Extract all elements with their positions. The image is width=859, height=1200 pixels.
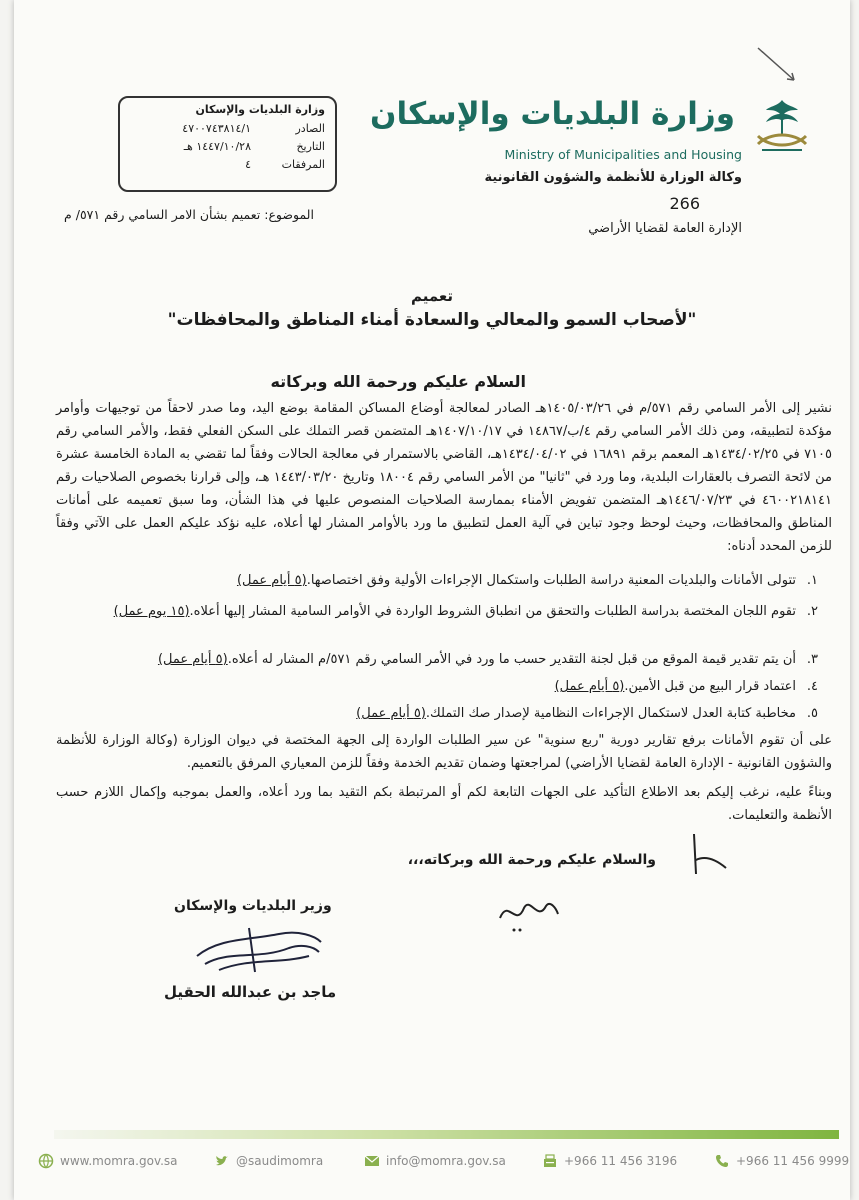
footer-fax-text: +966 11 456 3196 (564, 1154, 678, 1168)
footer-twitter[interactable] (214, 1153, 323, 1169)
circular-title: تعميم (410, 287, 454, 305)
ministry-logo-icon (748, 92, 816, 160)
ministry-name-en: Ministry of Municipalities and Housing (504, 147, 742, 162)
ministry-name-ar: وزارة البلديات والإسكان (370, 96, 735, 132)
list-item-text: أن يتم تقدير قيمة الموقع من قبل لجنة التقدير حسب ما ورد في الأمر السامي رقم ٥٧١/م المشار له أعلاه.(٥ أيام عمل) (157, 652, 796, 667)
list-item-text: اعتماد قرار البيع من قبل الأمين.(٥ أيام عمل) (554, 679, 796, 694)
list-item-number: ٤. (806, 679, 818, 694)
list-item-duration: (٥ أيام عمل) (236, 573, 307, 588)
list-item-number: ٢. (806, 604, 818, 619)
twitter-icon (214, 1153, 230, 1169)
list-item-duration: (٥ أيام عمل) (356, 706, 426, 721)
list-item (158, 652, 818, 667)
issued-value: ٤٧٠٠٧٤٣٨١٤/١ (182, 122, 251, 135)
subject-line: الموضوع: تعميم بشأن الامر السامي رقم ٥٧١/ م (64, 207, 314, 222)
list-item (555, 679, 818, 694)
attachments-label: المرفقات (281, 158, 325, 171)
list-item-number: ١. (806, 573, 818, 588)
phone-icon (714, 1153, 730, 1169)
fax-icon (542, 1153, 558, 1169)
handwritten-number: 266 (669, 194, 700, 213)
handwritten-initials (494, 888, 564, 936)
minister-signature (189, 920, 329, 980)
body-paragraph-2: على أن تقوم الأمانات برفع تقارير دورية "ربع سنوية" عن سير الطلبات الواردة إلى الجهة المختصة في ديوان الوزارة (وكالة الوزارة للأنظمة والشؤون القانونية - الإدارة العامة لقضايا الأراضي) لمراجعتها وضمان تقديم الخدمة وفقاً للزمن المعياري المرفق بالتعميم. (56, 733, 832, 771)
list-item-number: ٣. (806, 652, 818, 667)
footer-website-text: www.momra.gov.sa (60, 1154, 178, 1168)
list-item-number: ٥. (806, 706, 818, 721)
list-item-duration: (٥ أيام عمل) (157, 652, 228, 667)
mail-icon (364, 1153, 380, 1169)
date-label: التاريخ (296, 140, 325, 153)
signatory-name: ماجد بن عبدالله الحقيل (164, 983, 337, 1001)
footer-phone (714, 1153, 849, 1169)
issued-label: الصادر (295, 122, 325, 135)
footer-divider (54, 1130, 839, 1139)
issued-row (135, 122, 325, 135)
closing-greeting: والسلام عليكم ورحمة الله وبركاته،،، (407, 852, 656, 868)
list-item-text: تقوم اللجان المختصة بدراسة الطلبات والتحقق من انطباق الشروط الواردة في الأوامر السامية المشار إليها أعلاه.(١٥ يوم عمل) (113, 604, 796, 619)
body-paragraph-3: وبناءً عليه، نرغب إليكم بعد الاطلاع التأكيد على الجهات التابعة لكم أو المرتبطة بكم التقيد بما ورد أعلاه، والعمل بموجبه وإكمال اللازم حسب الأنظمة والتعليمات. (56, 785, 832, 823)
list-item (237, 573, 818, 588)
list-item-text: تتولى الأمانات والبلديات المعنية دراسة الطلبات واستكمال الإجراءات الأولية وفق اختصاصها.(٥ أيام عمل) (236, 573, 796, 588)
attachments-value: ٤ (245, 158, 251, 171)
circular-addressees: "لأصحاب السمو والمعالي والسعادة أمناء المناطق والمحافظات" (167, 310, 697, 330)
agency-name: وكالة الوزارة للأنظمة والشؤون القانونية (484, 170, 742, 185)
department-name: الإدارة العامة لقضايا الأراضي (588, 221, 742, 236)
reference-box (118, 96, 337, 192)
list-item-duration: (٥ أيام عمل) (554, 679, 625, 694)
greeting: السلام عليكم ورحمة الله وبركاته (270, 372, 526, 391)
attachments-row (135, 158, 325, 171)
reference-box-header: وزارة البلديات والإسكان (195, 103, 325, 116)
footer-email-text: info@momra.gov.sa (386, 1154, 506, 1168)
body-paragraph-1: نشير إلى الأمر السامي رقم ٥٧١/م في ١٤٠٥/٠٣/٢٦هـ الصادر لمعالجة أوضاع المساكن المقامة بوضع اليد، وما صدر لاحقاً من توجيهات وأوامر مؤكدة لتطبيقه، ومن ذلك الأمر السامي رقم ٤/ب/١٤٨٦٧ في ١٤٠٧/١٠/١٧هـ المتضمن قصر التملك على السكن الفعلي فقط، والأمر السامي رقم ٧١٠٥ في ١٤٣٤/٠٢/٢٥هـ المعمم برقم ١٦٨٩١ في ١٤٣٤/٠٤/٠٢هـ، القاضي بالاستمرار في معالجة الحالات وفقاً لما تقضي به المادة الخامسة عشرة من لائحة التصرف بالعقارات البلدية، وما ورد في "ثانيا" من الأمر السامي رقم ١٨٠٠٤ وتاريخ ١٤٤٣/٠٣/٢٠ هـ، وإلى قرارنا بخصوص الصلاحيات رقم ٤٦٠٠٢١٨١٤١ في ١٤٤٦/٠٧/٢٣هـ المتضمن تفويض الأمناء بممارسة الصلاحيات المنصوص عليها في هذا الشأن، وما سبق تعميمه على أمانات المناطق والمحافظات، وحيث لوحظ وجود تباين في آلية العمل لتطبيق ما ورد بالأوامر المشار لها أعلاه، عليه نؤكد عليكم العمل على الآتي وفقاً للزمن المحدد أدناه: (56, 401, 833, 554)
list-item (42, 600, 818, 623)
list-item-text: مخاطبة كتابة العدل لاستكمال الإجراءات النظامية لإصدار صك التملك.(٥ أيام عمل) (356, 706, 796, 721)
list-item-duration: (١٥ يوم عمل) (113, 604, 190, 619)
letter-page (14, 0, 850, 1200)
footer-phone-text: +966 11 456 9999 (736, 1154, 850, 1168)
date-value: ١٤٤٧/١٠/٢٨ هـ (183, 140, 251, 153)
footer-fax (542, 1153, 677, 1169)
date-row (135, 140, 325, 153)
list-item (356, 706, 818, 721)
handwritten-arrow-mark (754, 44, 814, 92)
footer-twitter-text: @saudimomra (236, 1154, 324, 1168)
handwritten-initial-mark (674, 830, 734, 880)
footer-website[interactable] (38, 1153, 178, 1169)
signatory-title: وزير البلديات والإسكان (174, 898, 332, 914)
globe-icon (38, 1153, 54, 1169)
footer-email[interactable] (364, 1153, 506, 1169)
